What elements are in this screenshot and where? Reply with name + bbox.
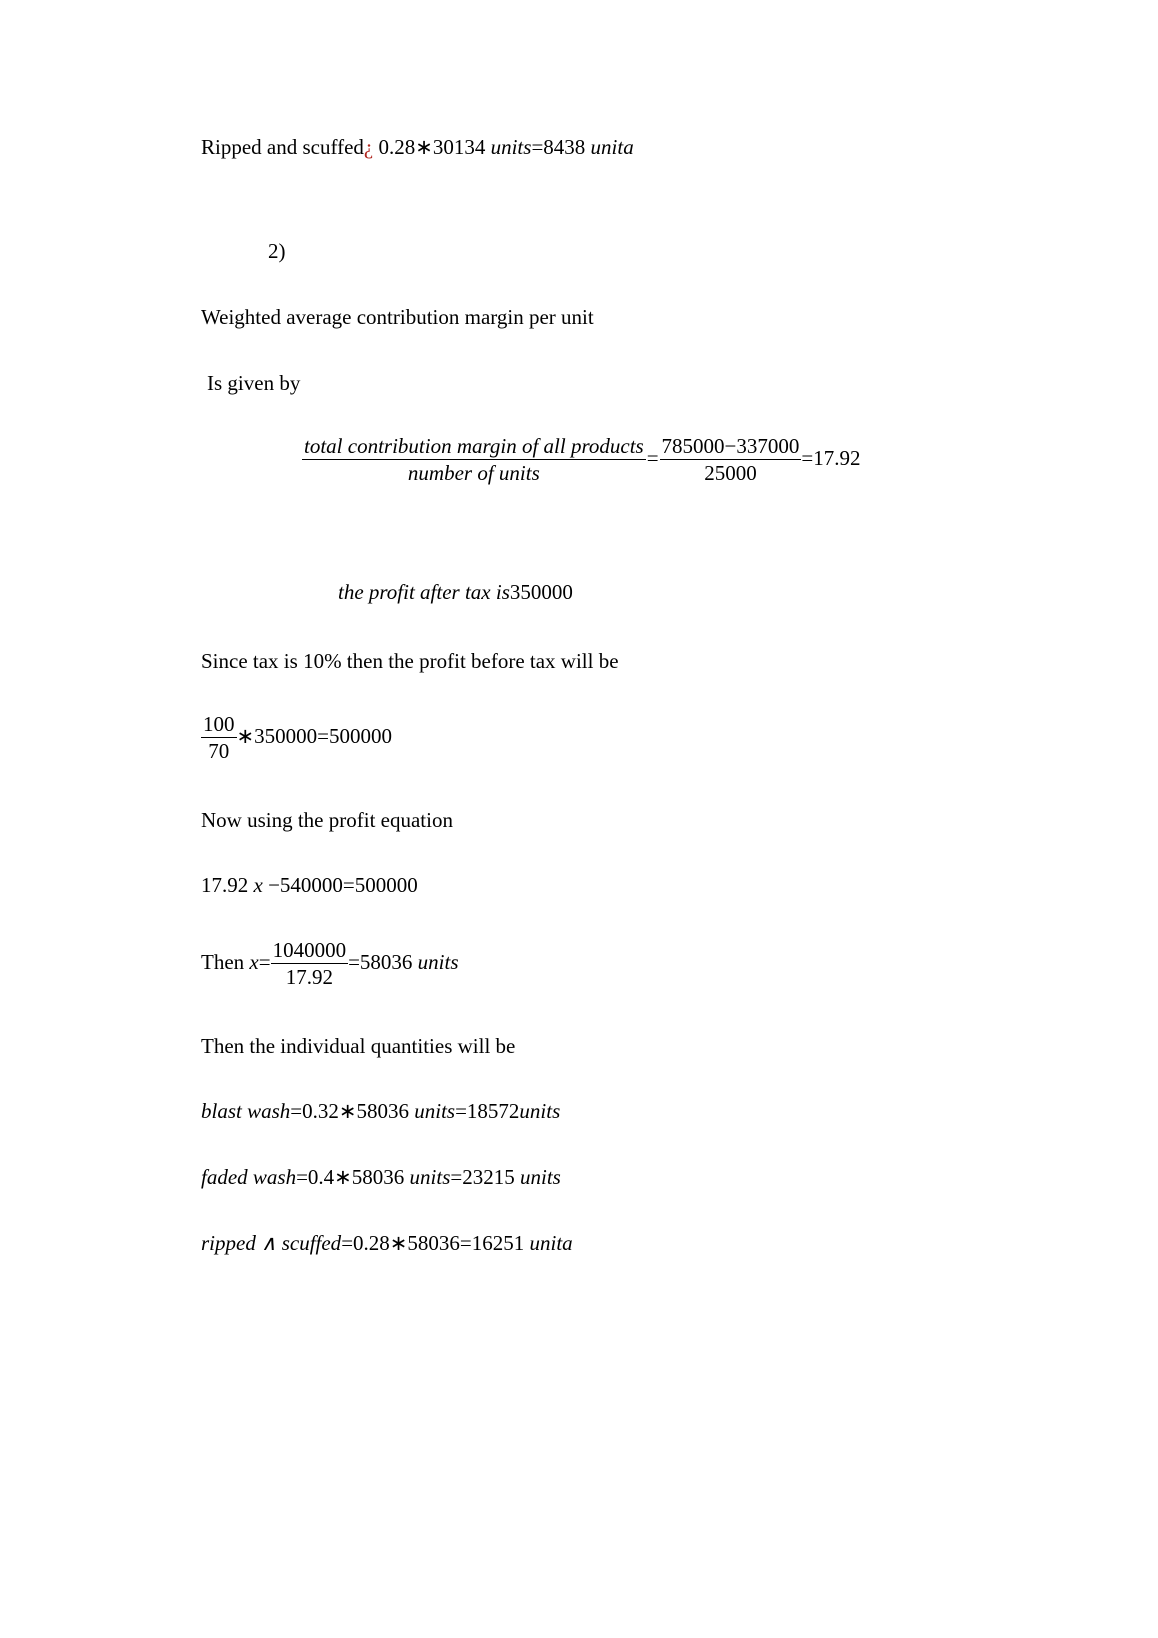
- profit-equation: [201, 875, 418, 896]
- unit-label: units: [414, 1099, 456, 1123]
- formula-fraction-values: [660, 436, 802, 484]
- profit-before-tax-formula: [201, 714, 392, 762]
- tax-sentence: Since tax is 10% then the profit before tax will be: [201, 649, 619, 673]
- solve-x: [201, 940, 459, 988]
- product-name: ripped ∧ scuffed: [201, 1231, 342, 1255]
- quantity-faded-wash: [201, 1167, 561, 1188]
- fraction-denominator: 70: [208, 739, 230, 763]
- unit-label-2: units: [519, 1099, 561, 1123]
- profit-after-tax-value: 350000: [509, 580, 573, 604]
- coefficient: 17.92: [201, 873, 249, 897]
- fraction-numerator: 100: [203, 712, 235, 736]
- quantity-expression: =0.4∗58036: [296, 1165, 405, 1189]
- fraction-denominator: number of units: [407, 461, 540, 485]
- profit-equation-intro: Now using the profit equation: [201, 808, 453, 832]
- line-expression: 0.28∗30134: [378, 135, 486, 159]
- quantity-result: =18572: [455, 1099, 520, 1123]
- quantity-expression: =0.28∗58036=16251: [341, 1231, 525, 1255]
- equals-sign: =: [646, 445, 659, 470]
- equation-rest: −540000=500000: [268, 873, 418, 897]
- formula-rest: ∗350000=500000: [236, 723, 392, 748]
- solve-unit: units: [417, 949, 459, 974]
- solve-fraction: [271, 940, 349, 988]
- fraction-denominator: 17.92: [285, 965, 333, 989]
- product-name: blast wash: [201, 1099, 291, 1123]
- section-label: 2): [268, 239, 286, 263]
- formula-result: =17.92: [801, 445, 861, 470]
- equals-sign: =: [258, 949, 271, 974]
- given-by-text: Is given by: [207, 371, 301, 395]
- unit-label-2: units: [519, 1165, 561, 1189]
- fraction-denominator-values: 25000: [704, 461, 757, 485]
- quantity-expression: =0.32∗58036: [290, 1099, 409, 1123]
- variable-x: x: [253, 873, 263, 897]
- ripped-scuffed-line: [201, 137, 634, 158]
- fraction-100-70: [201, 714, 237, 762]
- quantity-result: =23215: [450, 1165, 515, 1189]
- replacement-glyph: ¿: [363, 135, 374, 159]
- contribution-margin-formula: [302, 436, 860, 484]
- solve-result: =58036: [348, 949, 413, 974]
- then-word: Then: [201, 949, 245, 974]
- product-name: faded wash: [201, 1165, 297, 1189]
- profit-after-tax-label: the profit after tax is: [338, 580, 510, 604]
- fraction-numerator-values: 785000−337000: [661, 434, 800, 458]
- fraction-numerator: 1040000: [272, 938, 347, 962]
- quantities-intro: Then the individual quantities will be: [201, 1034, 516, 1058]
- formula-fraction-text: [302, 436, 646, 484]
- line-prefix: Ripped and scuffed: [201, 135, 364, 159]
- unit-label-2: unita: [529, 1231, 573, 1255]
- variable-x: x: [249, 949, 259, 974]
- unit-label: units: [409, 1165, 451, 1189]
- fraction-numerator: total contribution margin of all products: [304, 434, 644, 458]
- heading: Weighted average contribution margin per unit: [201, 305, 594, 329]
- line-unit-2: unita: [590, 135, 634, 159]
- quantity-blast-wash: [201, 1101, 560, 1122]
- quantity-ripped-scuffed: [201, 1233, 573, 1254]
- profit-after-tax: [338, 582, 573, 603]
- line-unit: units: [490, 135, 532, 159]
- line-result: =8438: [531, 135, 586, 159]
